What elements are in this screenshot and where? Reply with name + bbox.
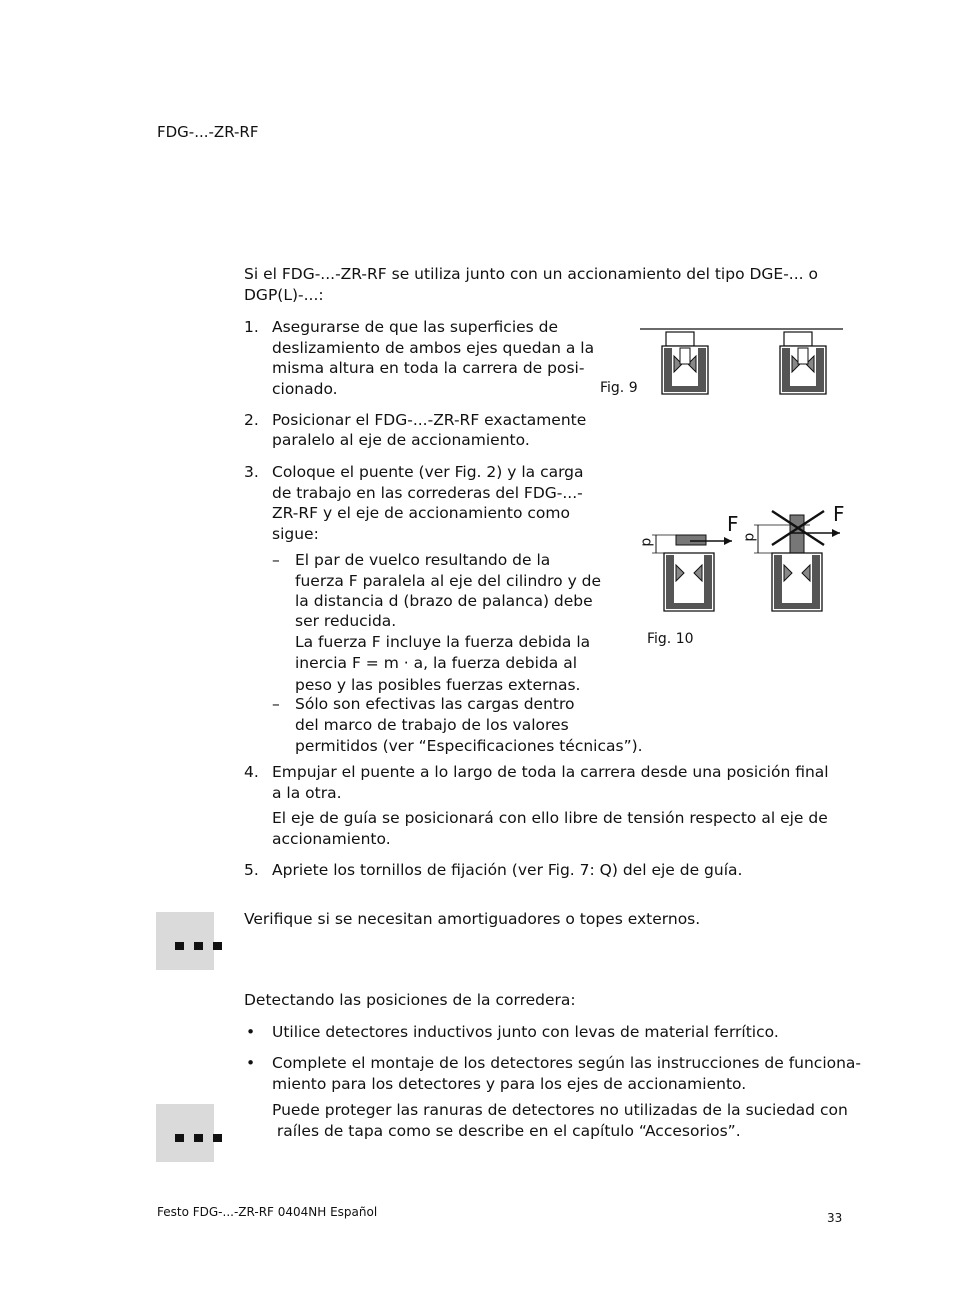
page-header: FDG-...-ZR-RF	[157, 123, 259, 141]
step-number: 1.	[244, 318, 259, 336]
note-icon	[156, 1104, 214, 1162]
sub-item-line: permitidos (ver “Especificaciones técnicas”).	[295, 737, 643, 755]
step-2-line: Posicionar el FDG-...-ZR-RF exactamente	[272, 411, 587, 429]
step-3-line: de trabajo en las correderas del FDG-...-	[272, 484, 583, 502]
step-4-extra-line: El eje de guía se posicionará con ello libre de tensión respecto al eje de	[272, 809, 828, 827]
note-line: raíles de tapa como se describe en el capítulo “Accesorios”.	[272, 1122, 741, 1140]
step-4-extra-line: accionamiento.	[272, 830, 391, 848]
step-1-line: deslizamiento de ambos ejes quedan a la	[272, 339, 595, 357]
sub-item-line: del marco de trabajo de los valores	[295, 716, 569, 734]
page-number: 33	[827, 1211, 843, 1225]
bullet-symbol: •	[246, 1023, 256, 1041]
dash-bullet: –	[272, 551, 280, 569]
drive-axis-profile	[780, 332, 826, 394]
note-line: Puede proteger las ranuras de detectores no utilizadas de la suciedad con	[272, 1101, 848, 1119]
step-2-line: paralelo al eje de accionamiento.	[272, 431, 530, 449]
note-text: Verifique si se necesitan amortiguadores o topes externos.	[244, 910, 701, 928]
step-3-line: sigue:	[272, 525, 319, 543]
step-number: 2.	[244, 411, 259, 429]
step-3-line: ZR-RF y el eje de accionamiento como	[272, 504, 570, 522]
step-4-line: a la otra.	[272, 784, 342, 802]
bullet-symbol: •	[246, 1054, 256, 1072]
footer-text: Festo FDG-...-ZR-RF 0404NH Español	[157, 1205, 378, 1219]
step-4-line: Empujar el puente a lo largo de toda la carrera desde una posición final	[272, 763, 829, 781]
fig-10-diagram	[640, 502, 846, 615]
fig-9-label: Fig. 9	[600, 380, 638, 396]
bullet-line: miento para los detectores y para los ejes de accionamiento.	[272, 1075, 747, 1093]
sub-item-line: fuerza F paralela al eje del cilindro y de	[295, 572, 602, 590]
force-label: F	[727, 512, 739, 536]
guide-axis-profile	[662, 332, 708, 394]
step-5-line: Apriete los tornillos de fijación (ver Fig. 7: Q) del eje de guía.	[272, 861, 743, 879]
bullet-line: Complete el montaje de los detectores según las instrucciones de funciona-	[272, 1054, 862, 1072]
step-number: 4.	[244, 763, 259, 781]
step-1-line: cionado.	[272, 380, 338, 398]
intro-line-1: Si el FDG-...-ZR-RF se utiliza junto con un accionamiento del tipo DGE-... o	[244, 265, 818, 283]
note-icon	[156, 912, 214, 970]
step-3-line: Coloque el puente (ver Fig. 2) y la carga	[272, 463, 584, 481]
incorrect-load-setup	[754, 511, 840, 611]
sub-item-line: la distancia d (brazo de palanca) debe	[295, 592, 593, 610]
distance-label: d	[741, 532, 758, 542]
intro-line-2: DGP(L)-...:	[244, 286, 324, 304]
force-label: F	[833, 502, 845, 526]
sub-item-line: inercia F = m · a, la fuerza debida al	[295, 654, 578, 672]
step-number: 3.	[244, 463, 259, 481]
step-number: 5.	[244, 861, 259, 879]
distance-label: d	[638, 537, 655, 547]
section-title: Detectando las posiciones de la corredera:	[244, 991, 576, 1009]
sub-item-line: peso y las posibles fuerzas externas.	[295, 676, 581, 694]
step-1-line: Asegurarse de que las superficies de	[272, 318, 559, 336]
sub-item-line: El par de vuelco resultando de la	[295, 551, 551, 569]
sub-item-line: Sólo son efectivas las cargas dentro	[295, 695, 575, 713]
sub-item-line: ser reducida.	[295, 612, 397, 630]
correct-load-setup	[652, 535, 732, 611]
sub-item-line: La fuerza F incluye la fuerza debida la	[295, 633, 591, 651]
fig-9-diagram	[640, 324, 844, 396]
fig-10-label: Fig. 10	[647, 631, 694, 647]
bullet-line: Utilice detectores inductivos junto con levas de material ferrítico.	[272, 1023, 779, 1041]
step-1-line: misma altura en toda la carrera de posi-	[272, 359, 585, 377]
dash-bullet: –	[272, 695, 280, 713]
